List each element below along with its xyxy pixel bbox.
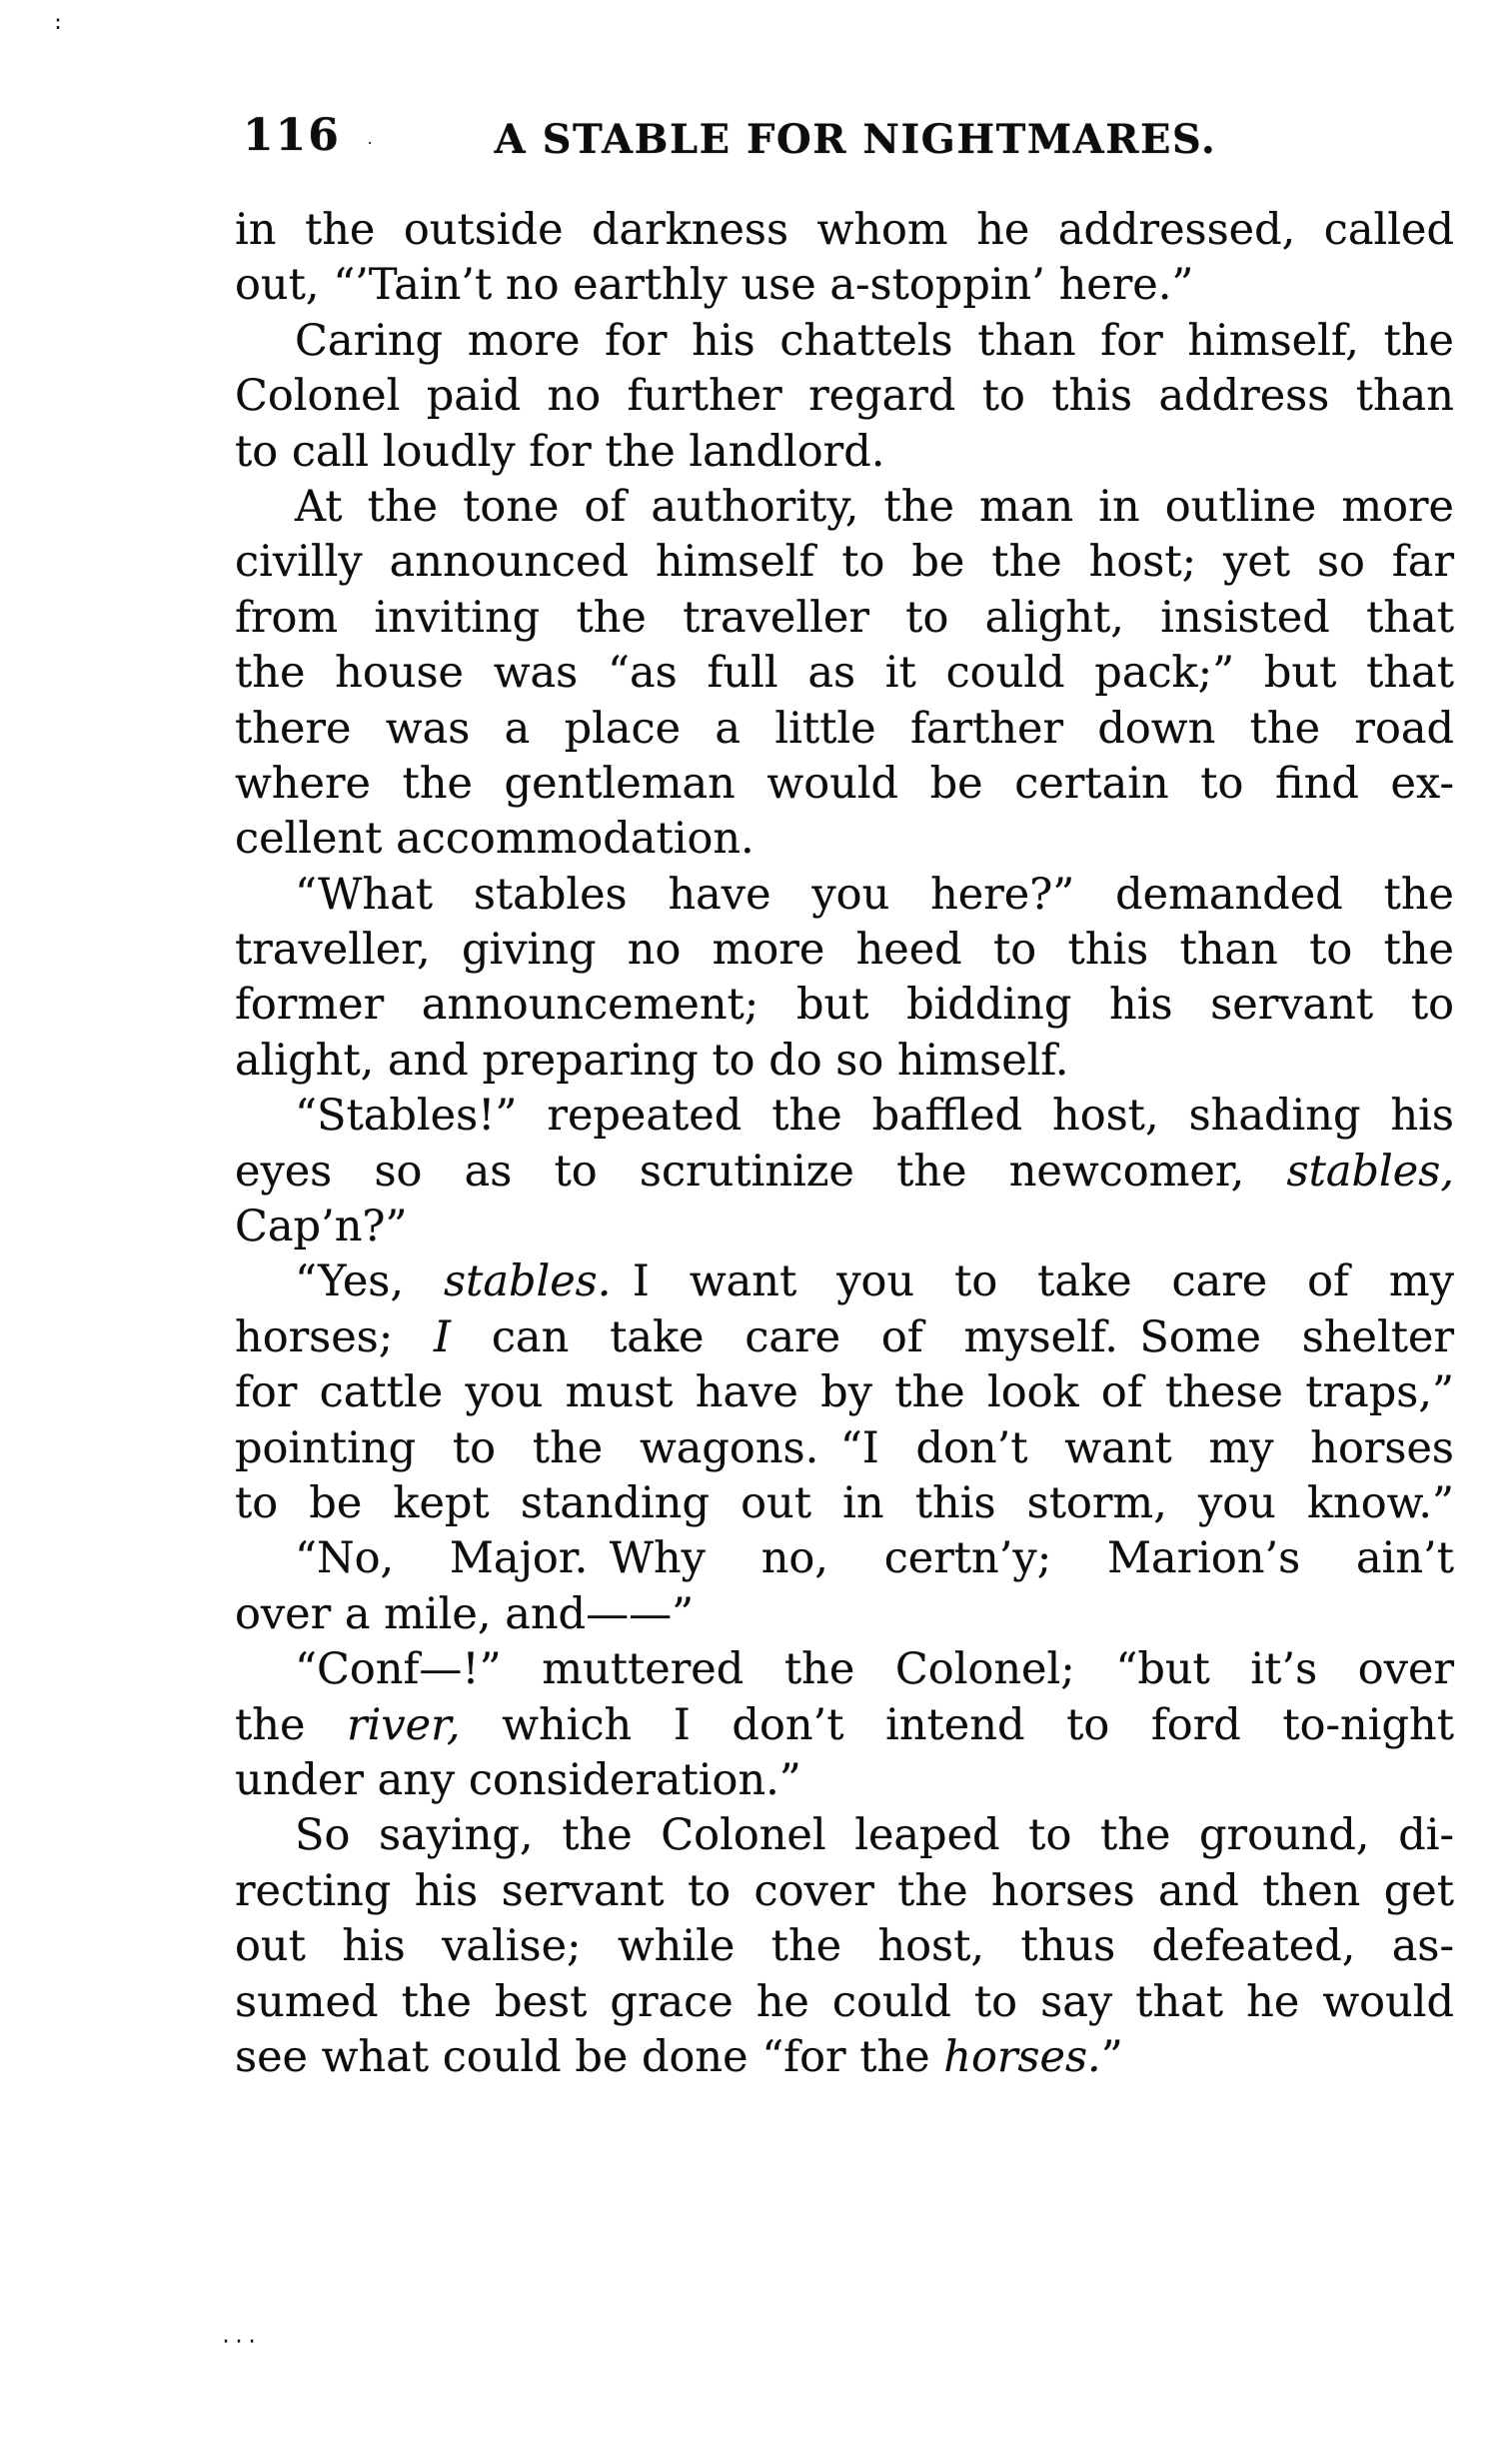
text-segment: Caring more for his chattels than for himself, the: [295, 315, 1454, 366]
text-line: [235, 812, 1454, 867]
text-line: [235, 2030, 1454, 2085]
italic-text-segment: river,: [347, 1699, 461, 1750]
text-segment: there was a place a little farther down the road: [235, 703, 1454, 754]
text-segment: ”: [1100, 2031, 1123, 2082]
text-line: [235, 1365, 1454, 1420]
text-line: [235, 1421, 1454, 1476]
text-line: [235, 369, 1454, 424]
text-segment: “Conf—!” muttered the Colonel; “but it’s over: [295, 1644, 1454, 1695]
text-line: [235, 1531, 1454, 1586]
text-segment: out his valise; while the host, thus defeated, as-: [235, 1921, 1454, 1972]
page-header: [235, 108, 1454, 168]
text-segment: recting his servant to cover the horses and then get: [235, 1865, 1454, 1916]
text-segment: in the outside darkness whom he addressed, called: [235, 205, 1454, 255]
text-line: [235, 480, 1454, 535]
text-line: [235, 1587, 1454, 1642]
text-segment: can take care of myself. Some shelter: [451, 1311, 1455, 1362]
text-line: [235, 1919, 1454, 1974]
text-segment: to be kept standing out in this storm, you know.”: [235, 1477, 1454, 1528]
text-line: [235, 1145, 1454, 1200]
text-line: [235, 1753, 1454, 1808]
scan-artifact-top: :: [52, 10, 65, 34]
text-line: [235, 978, 1454, 1033]
text-segment: over a mile, and——”: [235, 1588, 695, 1639]
text-segment: “What stables have you here?” demanded the: [295, 869, 1454, 920]
text-line: [235, 923, 1454, 978]
text-line: [235, 1975, 1454, 2030]
text-segment: I want you to take care of my: [611, 1256, 1454, 1307]
text-line: [235, 1254, 1454, 1309]
italic-text-segment: I: [434, 1311, 452, 1362]
text-segment: the house was “as full as it could pack;” but that: [235, 648, 1454, 699]
scan-artifact-header: ·: [366, 136, 375, 152]
text-line: [235, 702, 1454, 757]
italic-text-segment: stables.: [443, 1256, 612, 1307]
text-line: [235, 258, 1454, 313]
scan-artifact-bottom: ···: [220, 2329, 260, 2353]
text-segment: former announcement; but bidding his servant to: [235, 980, 1454, 1031]
text-line: [235, 203, 1454, 258]
text-segment: horses;: [235, 1311, 435, 1362]
text-segment: alight, and preparing to do so himself.: [235, 1035, 1069, 1086]
text-line: [235, 535, 1454, 590]
text-segment: which I don’t intend to ford to-night: [460, 1699, 1454, 1750]
text-segment: “Stables!” repeated the baffled host, shading his: [295, 1091, 1454, 1142]
text-segment: civilly announced himself to be the host; yet so far: [235, 537, 1454, 588]
text-line: [235, 646, 1454, 701]
text-segment: eyes so as to scrutinize the newcomer,: [235, 1146, 1287, 1197]
text-line: [235, 1864, 1454, 1919]
text-segment: At the tone of authority, the man in outline more: [295, 481, 1454, 532]
text-line: [235, 757, 1454, 812]
text-segment: sumed the best grace he could to say that he would: [235, 1976, 1454, 2027]
text-line: [235, 425, 1454, 480]
text-line: [235, 1476, 1454, 1531]
text-segment: cellent accommodation.: [235, 814, 755, 865]
page-body-text: [235, 203, 1454, 2085]
italic-text-segment: stables,: [1286, 1146, 1454, 1197]
text-line: [235, 1698, 1454, 1753]
text-segment: So saying, the Colonel leaped to the ground, di-: [295, 1810, 1454, 1861]
text-segment: “No, Major. Why no, certn’y; Marion’s ain’t: [295, 1533, 1454, 1584]
text-line: [235, 314, 1454, 369]
text-segment: from inviting the traveller to alight, insisted that: [235, 592, 1454, 643]
text-line: [235, 1808, 1454, 1863]
page-number: 116: [243, 110, 341, 161]
text-line: [235, 591, 1454, 646]
text-line: [235, 1034, 1454, 1089]
text-segment: to call loudly for the landlord.: [235, 426, 885, 477]
text-segment: “Yes,: [295, 1256, 444, 1307]
text-segment: traveller, giving no more heed to this than to the: [235, 925, 1454, 976]
text-segment: Colonel paid no further regard to this address than: [235, 371, 1454, 422]
text-line: [235, 1089, 1454, 1144]
text-line: [235, 1642, 1454, 1697]
text-line: [235, 1200, 1454, 1254]
italic-text-segment: horses.: [943, 2031, 1101, 2082]
text-segment: under any consideration.”: [235, 1754, 801, 1805]
text-line: [235, 1310, 1454, 1365]
text-segment: for cattle you must have by the look of these traps,”: [235, 1367, 1454, 1418]
text-segment: Cap’n?”: [235, 1202, 408, 1252]
text-segment: where the gentleman would be certain to find ex-: [235, 758, 1454, 809]
running-title: A STABLE FOR NIGHTMARES.: [494, 116, 1217, 163]
text-segment: see what could be done “for the: [235, 2031, 944, 2082]
text-segment: pointing to the wagons. “I don’t want my horses: [235, 1422, 1454, 1473]
text-segment: the: [235, 1699, 348, 1750]
text-line: [235, 868, 1454, 923]
text-segment: out, “’Tain’t no earthly use a-stoppin’ here.”: [235, 260, 1194, 311]
